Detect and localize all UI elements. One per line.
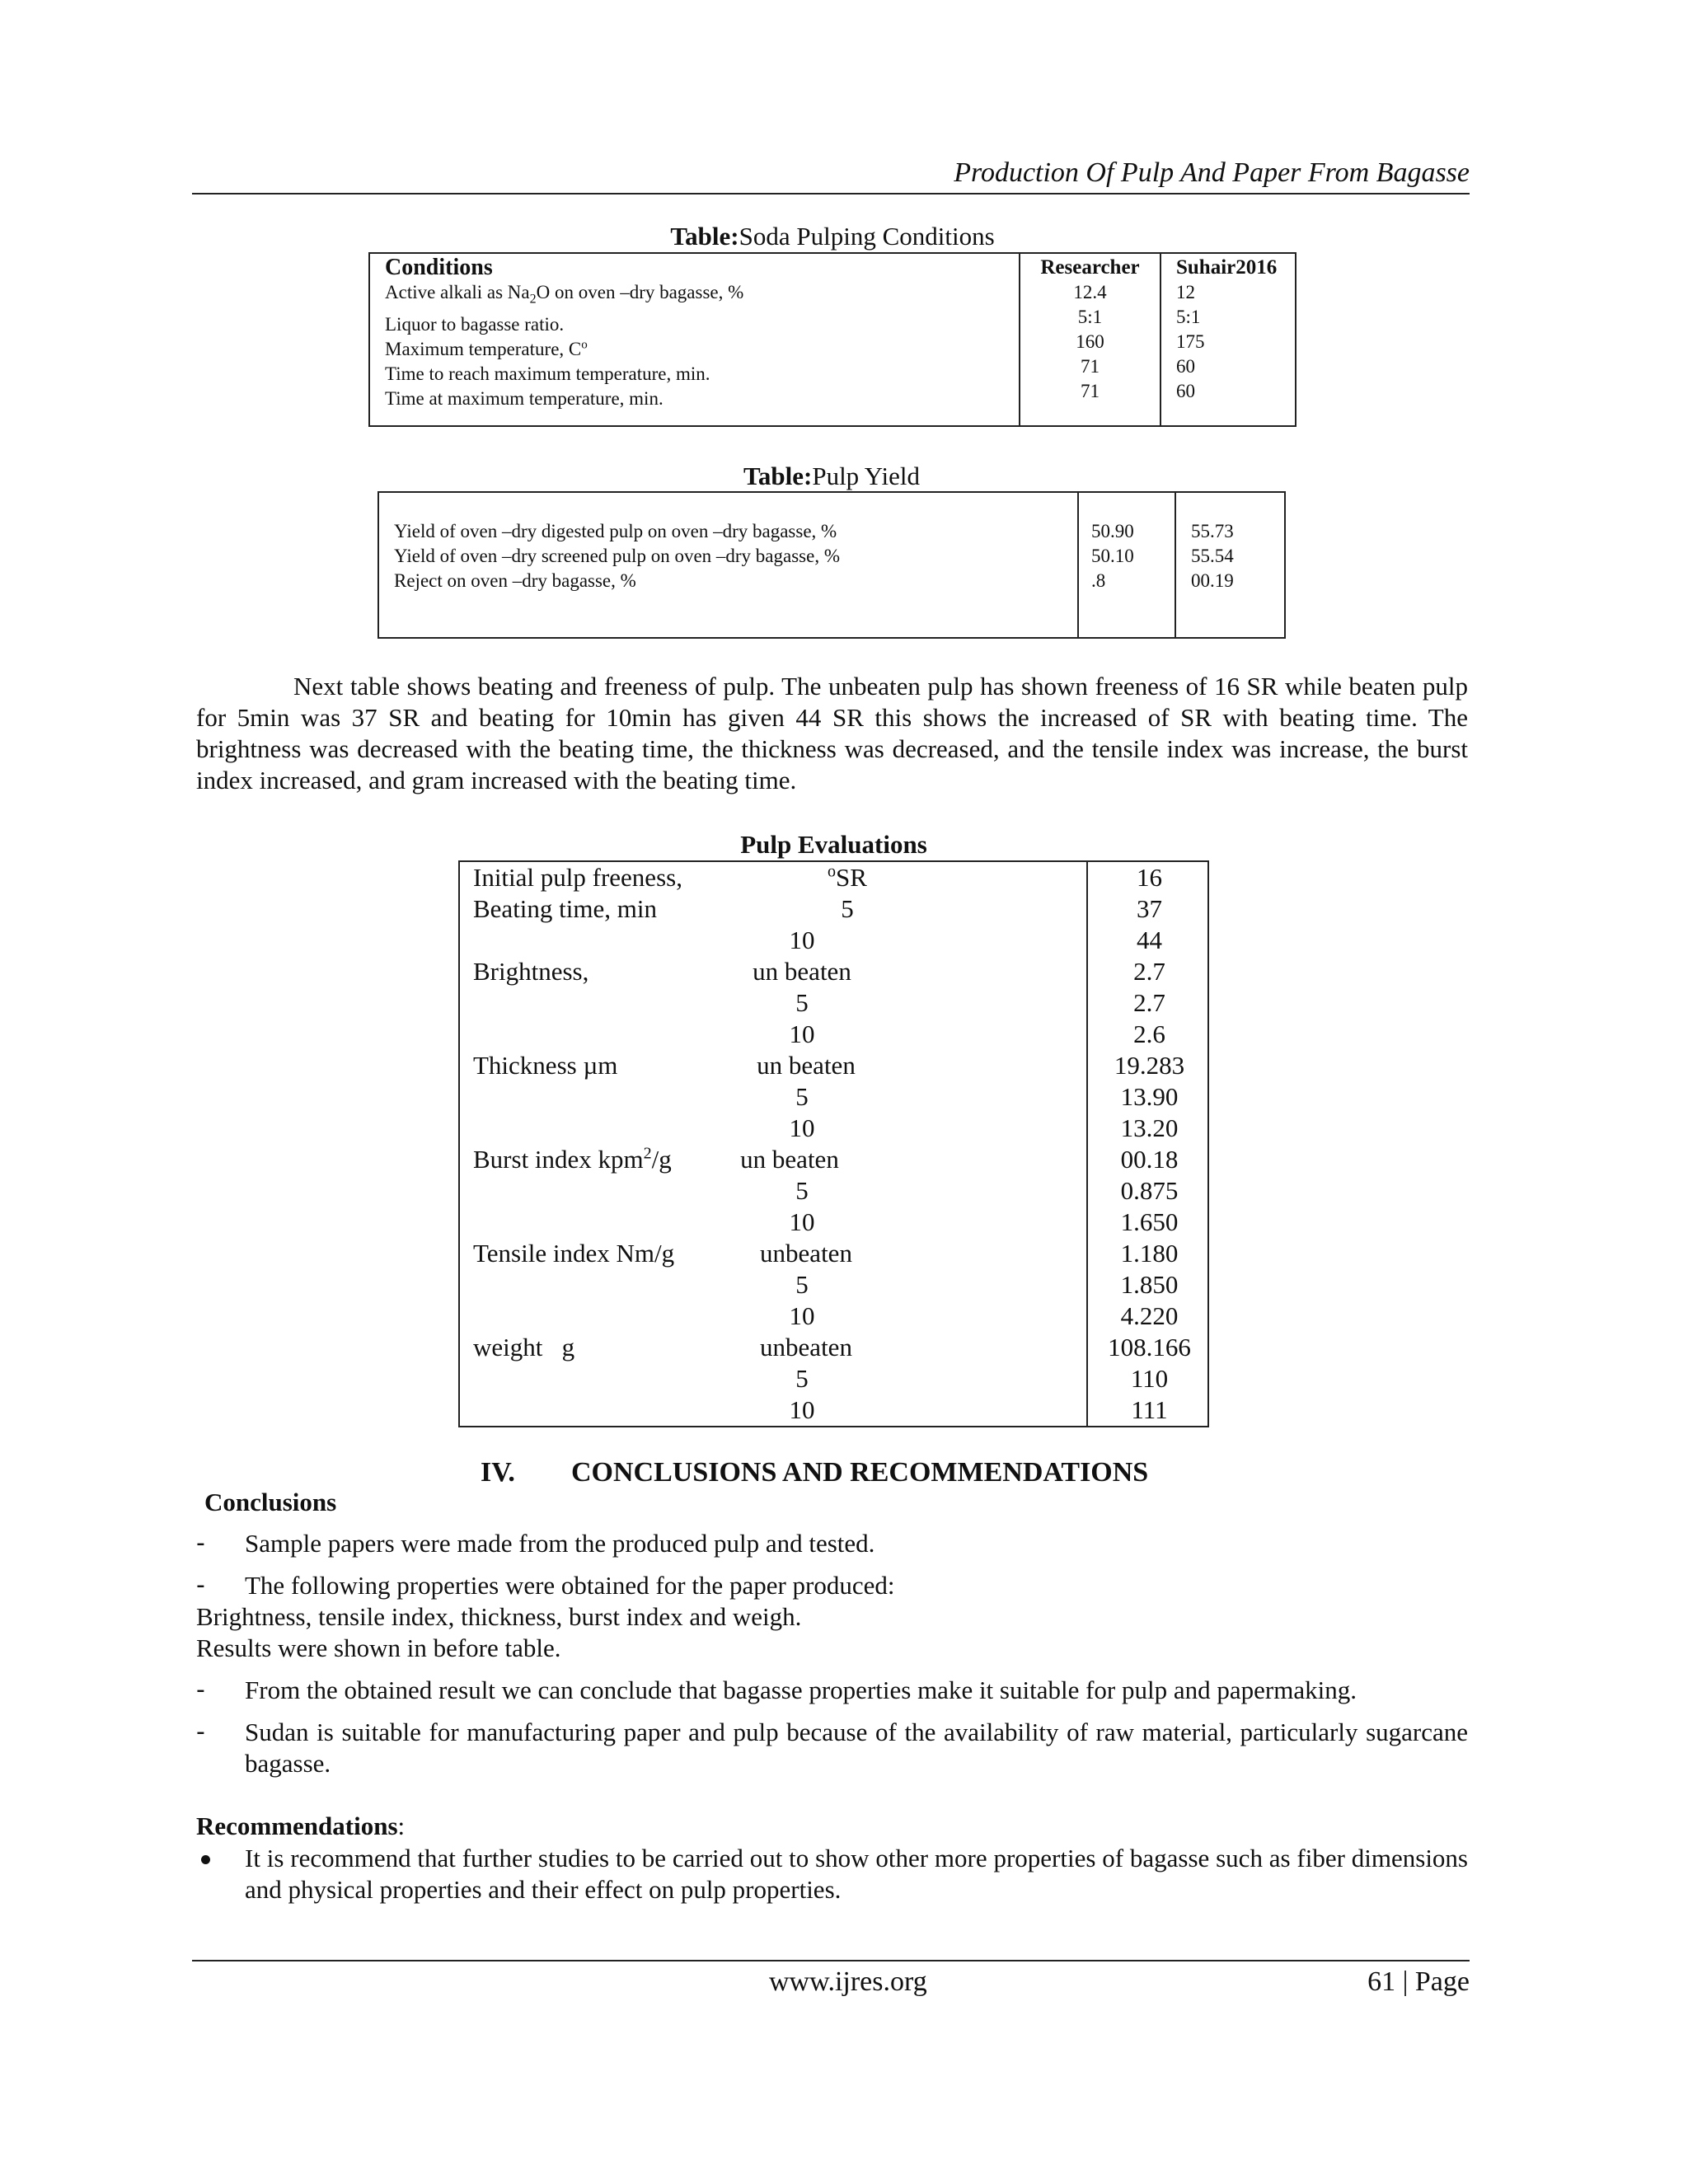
table-row: 5 0.875 <box>795 1176 1179 1205</box>
yield-label: Yield of oven –dry digested pulp on oven –dry bagasse, % <box>394 521 837 541</box>
dash-marker: - <box>196 1675 205 1704</box>
yield-researcher-value: 50.90 <box>1091 521 1134 541</box>
table-row: 5 1.850 <box>795 1270 1179 1299</box>
condition-label: Maximum temperature, $C^o$ <box>385 337 588 359</box>
section-heading <box>481 1455 1148 1490</box>
conclusion-text: Results were shown in before table. <box>196 1633 561 1662</box>
suhair-value: 175 <box>1176 331 1205 352</box>
table-row: 10 111 <box>789 1395 1168 1424</box>
list-item: - Sample papers were made from the produced pulp and tested. <box>196 1529 875 1558</box>
caption-prefix: Table: <box>670 222 739 251</box>
footer-url: www.ijres.org <box>769 1966 927 1997</box>
dash-marker: - <box>196 1529 205 1558</box>
yield-suhair-value: 55.54 <box>1191 546 1234 566</box>
table-row: Tensile index Nm/g unbeaten 1.180 <box>473 1239 1179 1268</box>
yield-label: Yield of oven –dry screened pulp on oven –dry bagasse, % <box>394 546 840 566</box>
researcher-value: 71 <box>1081 356 1100 377</box>
caption-text: Soda Pulping Conditions <box>738 222 995 251</box>
table-row: weight g unbeaten 108.166 <box>473 1333 1191 1361</box>
section-number: IV. <box>481 1457 515 1488</box>
table-row: 10 1.650 <box>789 1207 1179 1236</box>
table-row: 5 110 <box>795 1364 1169 1393</box>
researcher-value: 5:1 <box>1077 307 1103 327</box>
table-evaluations <box>458 860 1209 1427</box>
researcher-value: 12.4 <box>1073 282 1107 302</box>
list-item: - The following properties were obtained for the paper produced: <box>196 1571 895 1600</box>
header-researcher: Researcher <box>1040 256 1140 279</box>
yield-label-column <box>379 493 1077 637</box>
table-row: 10 13.20 <box>789 1113 1179 1142</box>
researcher-value: 71 <box>1081 381 1100 401</box>
table-row: Thickness µm un beaten 19.283 <box>473 1051 1185 1080</box>
table-row: Beating time, min 5 37 <box>473 894 1162 923</box>
list-item: - From the obtained result we can conclude that bagasse properties make it suitable for pulp and papermaking. <box>196 1675 1357 1704</box>
header-suhair: Suhair2016 <box>1176 256 1278 279</box>
caption-prefix: Table: <box>743 462 813 490</box>
yield-label: Reject on oven –dry bagasse, % <box>394 570 636 591</box>
yield-suhair-value: 00.19 <box>1191 570 1234 591</box>
list-item: - Sudan is suitable for manufacturing paper and pulp because of the availability of raw material, particularly sugarcane bagasse. <box>196 1718 1468 1778</box>
table-yield <box>377 491 1286 639</box>
condition-label: Time to reach maximum temperature, min. <box>385 363 710 384</box>
page-number: 61 | Page <box>1367 1966 1470 1997</box>
dash-marker: - <box>196 1571 205 1600</box>
table-row: 10 2.6 <box>789 1019 1165 1048</box>
suhair-value: 60 <box>1176 356 1195 377</box>
conclusion-text: Brightness, tensile index, thickness, burst index and weigh. <box>196 1602 802 1631</box>
header-conditions: Conditions <box>385 255 493 280</box>
conditions-column <box>370 254 1019 425</box>
table-row: Burst index kpm$^2$/g un beaten 00.18 <box>473 1144 1179 1174</box>
running-title: Production Of Pulp And Paper From Bagasse <box>954 157 1470 188</box>
recommendations-heading-line: Recommendations: <box>196 1811 406 1840</box>
paragraph-text: Next table shows beating and freeness of pulp. The unbeaten pulp has shown freeness of 16 SR while beaten pulp for 5min was 37 SR and beating for 10min has given 44 SR this shows the increased of SR with beating time. The brightness was decreased with the beating time, the thickness was decreased, and the tensile index was increase, the burst index increased, and gram increased with the beating time. <box>196 672 1468 794</box>
researcher-column <box>1019 254 1161 425</box>
researcher-value: 160 <box>1076 331 1104 352</box>
suhair-value: 12 <box>1176 282 1195 302</box>
caption-text: Pulp Yield <box>812 462 920 490</box>
table-evaluations-caption: Pulp Evaluations <box>740 830 927 859</box>
table-conditions-caption <box>368 221 1296 252</box>
condition-label: Liquor to bagasse ratio. <box>385 313 565 335</box>
table-row: Brightness, un beaten 2.7 <box>473 957 1165 986</box>
table-conditions <box>368 252 1296 427</box>
conclusions-heading: Conclusions <box>204 1488 337 1516</box>
table-yield-caption <box>377 461 1286 492</box>
footer-rule <box>192 1960 1470 1961</box>
table-row: 5 13.90 <box>795 1082 1179 1111</box>
header-rule <box>192 193 1470 194</box>
suhair-value: 5:1 <box>1176 307 1201 327</box>
yield-suhair-value: 55.73 <box>1191 521 1234 541</box>
body-paragraph <box>196 671 1468 796</box>
yield-researcher-column <box>1077 493 1176 637</box>
table-row: 10 4.220 <box>789 1301 1179 1330</box>
dash-marker: - <box>196 1718 205 1746</box>
section-title: CONCLUSIONS AND RECOMMENDATIONS <box>571 1457 1149 1488</box>
condition-label: Time at maximum temperature, min. <box>385 387 663 409</box>
table-row: 10 44 <box>789 926 1162 954</box>
bullet-icon <box>201 1855 210 1864</box>
condition-label: Active alkali as $Na_2O$ on oven –dry bagasse, % <box>385 282 744 307</box>
yield-suhair-column <box>1176 493 1286 637</box>
yield-researcher-value: .8 <box>1091 570 1106 591</box>
table-row: Initial pulp freeness, $^o$SR 16 <box>473 862 1162 892</box>
list-item: It is recommend that further studies to be carried out to show other more properties of bagasse such as fiber dimensions and physical properties and their effect on pulp properties. <box>196 1843 1468 1905</box>
yield-researcher-value: 50.10 <box>1091 546 1134 566</box>
suhair-column <box>1161 254 1296 425</box>
suhair-value: 60 <box>1176 381 1195 401</box>
table-row: 5 2.7 <box>795 988 1165 1017</box>
recommendations-heading: Recommendations <box>196 1811 398 1840</box>
